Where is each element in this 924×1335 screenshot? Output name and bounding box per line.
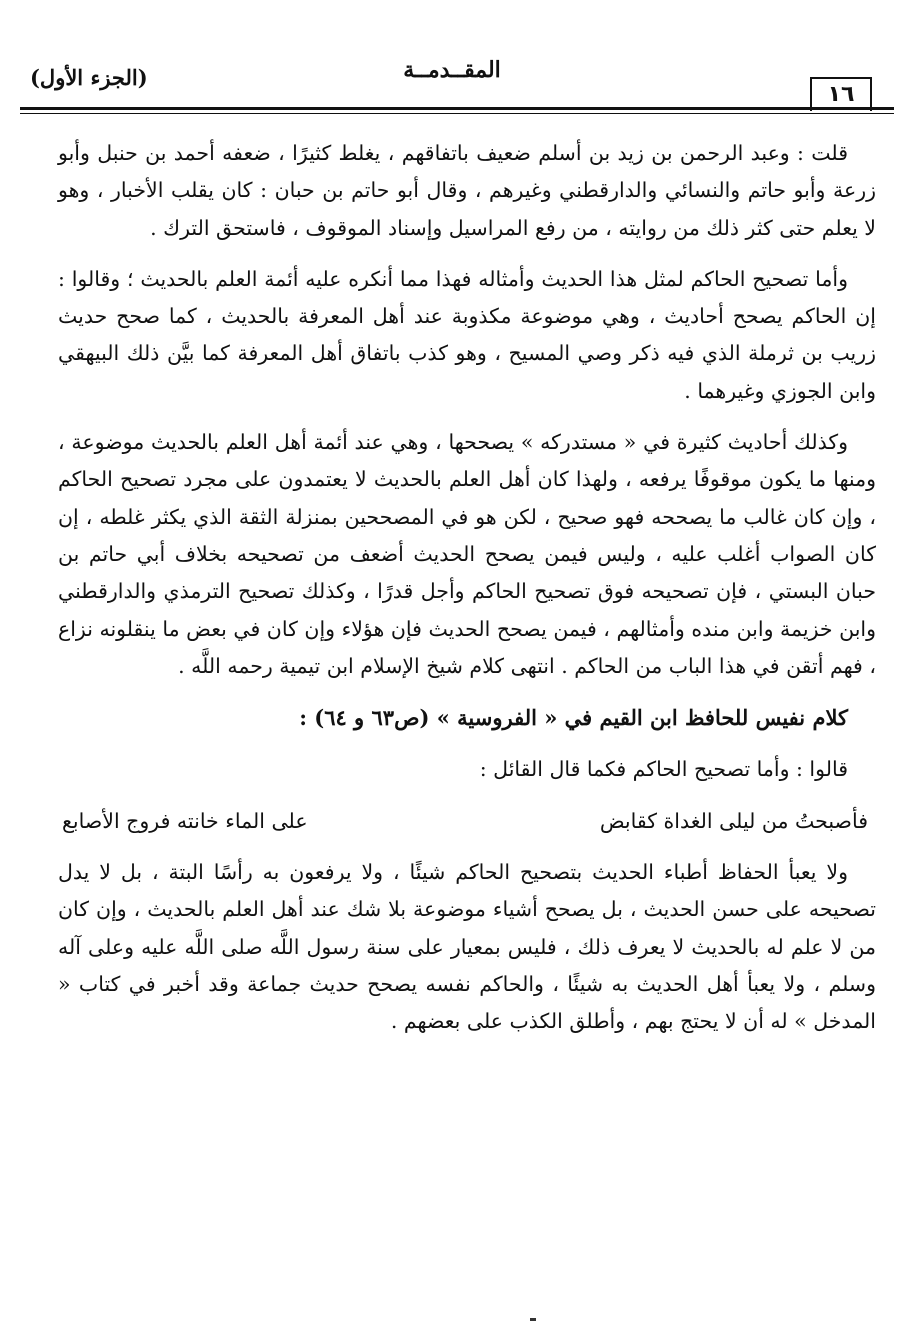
chapter-title: المقــدمــة [403,57,501,83]
poetry-verse [58,803,876,840]
page-body [58,135,876,1054]
poem-intro: قالوا : وأما تصحيح الحاكم فكما قال القائل : [479,757,848,782]
volume-label: (الجزء الأول) [30,65,148,90]
paragraph: وأما تصحيح الحاكم لمثل هذا الحديث وأمثاله فهذا مما أنكره عليه أئمة العلم بالحديث ؛ وقالوا : إن الحاكم يصحح أحاديث ، وهي موضوعة مكذوبة عند أهل المعرفة بالحديث ، كما صحح حديث زريب بن ثرملة الذي فيه ذكر وصي المسيح ، وهو كذب باتفاق أهل المعرفة كما بيَّن ذلك البيهقي وابن الجوزي وغيرهما . [58,266,876,403]
paragraph: قلت : وعبد الرحمن بن زيد بن أسلم ضعيف باتفاقهم ، يغلط كثيرًا ، ضعفه أحمد بن حنبل وأبو زرعة وأبو حاتم والنسائي والدارقطني وغيرهم ، وقال أبو حاتم بن حبان : كان يقلب الأخبار ، وهو لا يعلم حتى كثر ذلك من روايته ، من رفع المراسيل وإسناد الموقوف ، فاستحق الترك . [58,141,876,240]
section-heading: كلام نفيس للحافظ ابن القيم في « الفروسية » (ص٦٣ و ٦٤) : [299,705,848,731]
paragraph: ولا يعبأ الحفاظ أطباء الحديث بتصحيح الحاكم شيئًا ، ولا يرفعون به رأسًا البتة ، بل لا يدل تصحيحه على حسن الحديث ، بل يصحح أشياء موضوعة بلا شك عند أهل العلم بالحديث ، وإن كان من لا علم له بالحديث لا يعرف ذلك ، فليس بمعيار على سنة رسول اللَّه صلى اللَّه عليه وعلى آله وسلم ، ولا يعبأ أهل الحديث به شيئًا ، والحاكم نفسه يصحح حديث جماعة وقد أخبر في كتاب « المدخل » له أن لا يحتج بهم ، وأطلق الكذب على بعضهم . [58,859,876,1034]
paragraph: وكذلك أحاديث كثيرة في « مستدركه » يصححها ، وهي عند أئمة أهل العلم بالحديث موضوعة ، ومنها ما يكون موقوفًا يرفعه ، ولهذا كان أهل العلم بالحديث لا يعتمدون على مجرد تصحيح الحاكم ، وإن كان غالب ما يصححه فهو صحيح ، لكن هو في المصححين بمنزلة الثقة الذي يكثر غلطه ، إن كان الصواب أغلب عليه ، وليس فيمن يصحح الحديث أضعف من تصحيحه بخلاف أبي حاتم بن حبان البستي ، فإن تصحيحه فوق تصحيح الحاكم وأجل قدرًا ، وكذلك تصحيح الترمذي والدارقطني وابن خزيمة وابن منده وأمثالهم ، فيمن يصحح الحديث فإن هؤلاء وإن كان في بعض ما ينقلونه نزاع ، فهم أتقن في هذا الباب من الحاكم . انتهى كلام شيخ الإسلام ابن تيمية رحمه اللَّه . [58,430,876,678]
verse-second-hemistich: على الماء خانته فروج الأصابع [62,808,308,833]
verse-first-hemistich: فأصبحتُ من ليلى الغداة كقابض [599,808,868,833]
header-rule-thin [20,113,894,114]
print-mark [530,1318,536,1321]
page-number: ١٦ [810,77,872,111]
page-header [20,55,884,115]
header-rule-thick [20,107,894,110]
